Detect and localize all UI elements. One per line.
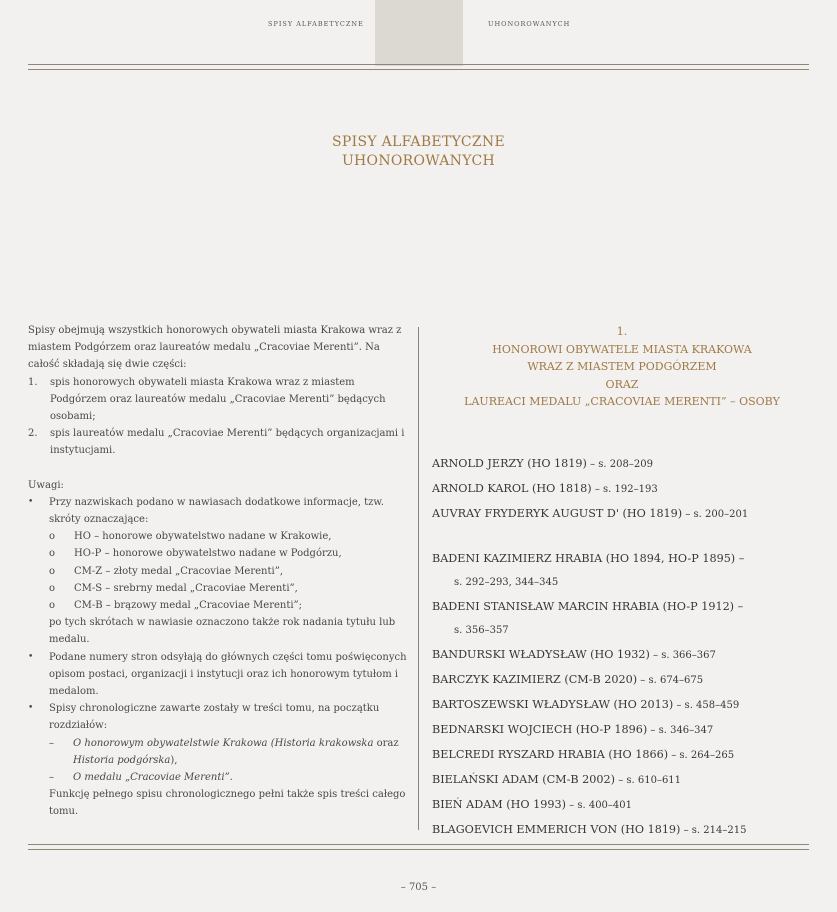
heading-line: HONOROWI OBYWATELE MIASTA KRAKOWA <box>492 342 752 356</box>
index-entry: BARCZYK KAZIMIERZ (CM-B 2020) – s. 674–675 <box>432 673 704 686</box>
running-head-left: SPISY ALFABETYCZNE <box>268 20 364 28</box>
list-item: 2. spis laureatów medalu „Cracoviae Merenti” będących organizacjami i instytucjami. <box>28 428 405 457</box>
title-line-2: UHONOROWANYCH <box>341 153 496 169</box>
note-item: • Spisy chronologiczne zawarte zostały w treści tomu, na początku rozdziałów: – O honorowym obywatelstwie Krakowa (Historia krakowska oraz Historia podgórska), – O medalu „Cracoviae Merenti”. Funkcję pełnego spisu chronologicznego pełni także spis treści całego tomu. <box>28 700 408 820</box>
chapter-item: – O honorowym obywatelstwie Krakowa (Historia krakowska oraz Historia podgórska), <box>49 737 399 766</box>
running-head-right: UHONOROWANYCH <box>488 20 571 28</box>
note-item: • Przy nazwiskach podano w nawiasach dodatkowe informacje, tzw. skróty oznaczające: o HO – honorowe obywatelstwo nadane w Krakowie, o HO-P – honorowe obywatelstwo nadane w Podgórzu, o CM-Z – złoty medal „Cracoviae Merenti”, o CM-S – srebrny medal „Cracoviae Merenti”, o CM-B – brązowy medal „Cracoviae Merenti”; po tych skrótach w nawiasie oznaczono także rok nadania tytułu lub medalu. <box>28 494 408 649</box>
abbreviation-item: o HO – honorowe obywatelstwo nadane w Krakowie, <box>49 531 332 543</box>
intro-paragraph: Spisy obejmują wszystkich honorowych obywateli miasta Krakowa wraz z miastem Podgórzem oraz laureatów medalu „Cracoviae Merenti”. Na całość składają się dwie części: <box>28 325 402 371</box>
heading-line: LAUREACI MEDALU „CRACOVIAE MERENTI” – OSOBY <box>464 395 780 408</box>
note-continuation: po tych skrótach w nawiasie oznaczono także rok nadania tytułu lub medalu. <box>49 617 396 646</box>
index-entry: BIEŃ ADAM (HO 1993) – s. 400–401 <box>432 798 633 811</box>
index-entry: BEDNARSKI WOJCIECH (HO-P 1896) – s. 346–347 <box>432 723 714 736</box>
header-center-band <box>375 0 463 66</box>
index-entry: BARTOSZEWSKI WŁADYSŁAW (HO 2013) – s. 458–459 <box>432 698 740 711</box>
chapter-list <box>49 735 408 787</box>
index-entry: BADENI KAZIMIERZ HRABIA (HO 1894, HO-P 1895) – s. 292–293, 344–345 <box>432 552 745 588</box>
index-entry: BLAGOEVICH EMMERICH VON (HO 1819) – s. 214–215 <box>432 823 747 836</box>
heading-line: WRAZ Z MIASTEM PODGÓRZEM <box>527 360 717 373</box>
index-entry: ARNOLD KAROL (HO 1818) – s. 192–193 <box>432 482 658 495</box>
index-entry: ARNOLD JERZY (HO 1819) – s. 208–209 <box>432 457 653 470</box>
column-divider <box>418 327 419 830</box>
left-column <box>28 322 408 821</box>
page-title <box>0 133 837 171</box>
abbreviation-list <box>49 528 408 614</box>
bullet-icon: • <box>28 651 34 662</box>
list-item: 1. spis honorowych obywateli miasta Krakowa wraz z miastem Podgórzem oraz laureatów medalu „Cracoviae Merenti” będących osobami; <box>28 376 386 423</box>
section-number: 1. <box>616 325 628 338</box>
abbreviation-item: o HO-P – honorowe obywatelstwo nadane w Podgórzu, <box>49 548 342 560</box>
abbreviation-item: o CM-B – brązowy medal „Cracoviae Merenti”; <box>49 600 303 612</box>
title-line-1: SPISY ALFABETYCZNE <box>332 134 505 150</box>
index-entry: BADENI STANISŁAW MARCIN HRABIA (HO-P 1912) – s. 356–357 <box>432 600 744 636</box>
bullet-icon: • <box>28 496 34 507</box>
chapter-item: – O medalu „Cracoviae Merenti”. <box>49 772 233 784</box>
note-item: • Podane numery stron odsyłają do głównych części tomu poświęconych opisom postaci, organizacji i instytucji oraz ich honorowym tytułom i medalom. <box>28 649 408 701</box>
index-entry: BELCREDI RYSZARD HRABIA (HO 1866) – s. 264–265 <box>432 748 735 761</box>
top-double-rule <box>28 64 809 70</box>
notes-list <box>28 494 408 821</box>
index-entry: BANDURSKI WŁADYSŁAW (HO 1932) – s. 366–367 <box>432 648 716 661</box>
closing-paragraph: Funkcję pełnego spisu chronologicznego pełni także spis treści całego tomu. <box>49 789 406 818</box>
honoree-index-list <box>432 452 817 843</box>
heading-line: ORAZ <box>605 377 639 391</box>
page-number: – 705 – <box>400 882 437 893</box>
parts-list <box>28 374 408 460</box>
index-entry: BIELAŃSKI ADAM (CM-B 2002) – s. 610–611 <box>432 773 682 786</box>
abbreviation-item: o CM-Z – złoty medal „Cracoviae Merenti”, <box>49 565 283 577</box>
abbreviation-item: o CM-S – srebrny medal „Cracoviae Merenti”, <box>49 582 298 594</box>
bottom-double-rule <box>28 844 809 850</box>
notes-heading: Uwagi: <box>28 479 64 491</box>
bullet-icon: • <box>28 703 34 714</box>
index-entry: AUVRAY FRYDERYK AUGUST D' (HO 1819) – s. 200–201 <box>432 507 749 520</box>
section-heading <box>432 323 812 411</box>
